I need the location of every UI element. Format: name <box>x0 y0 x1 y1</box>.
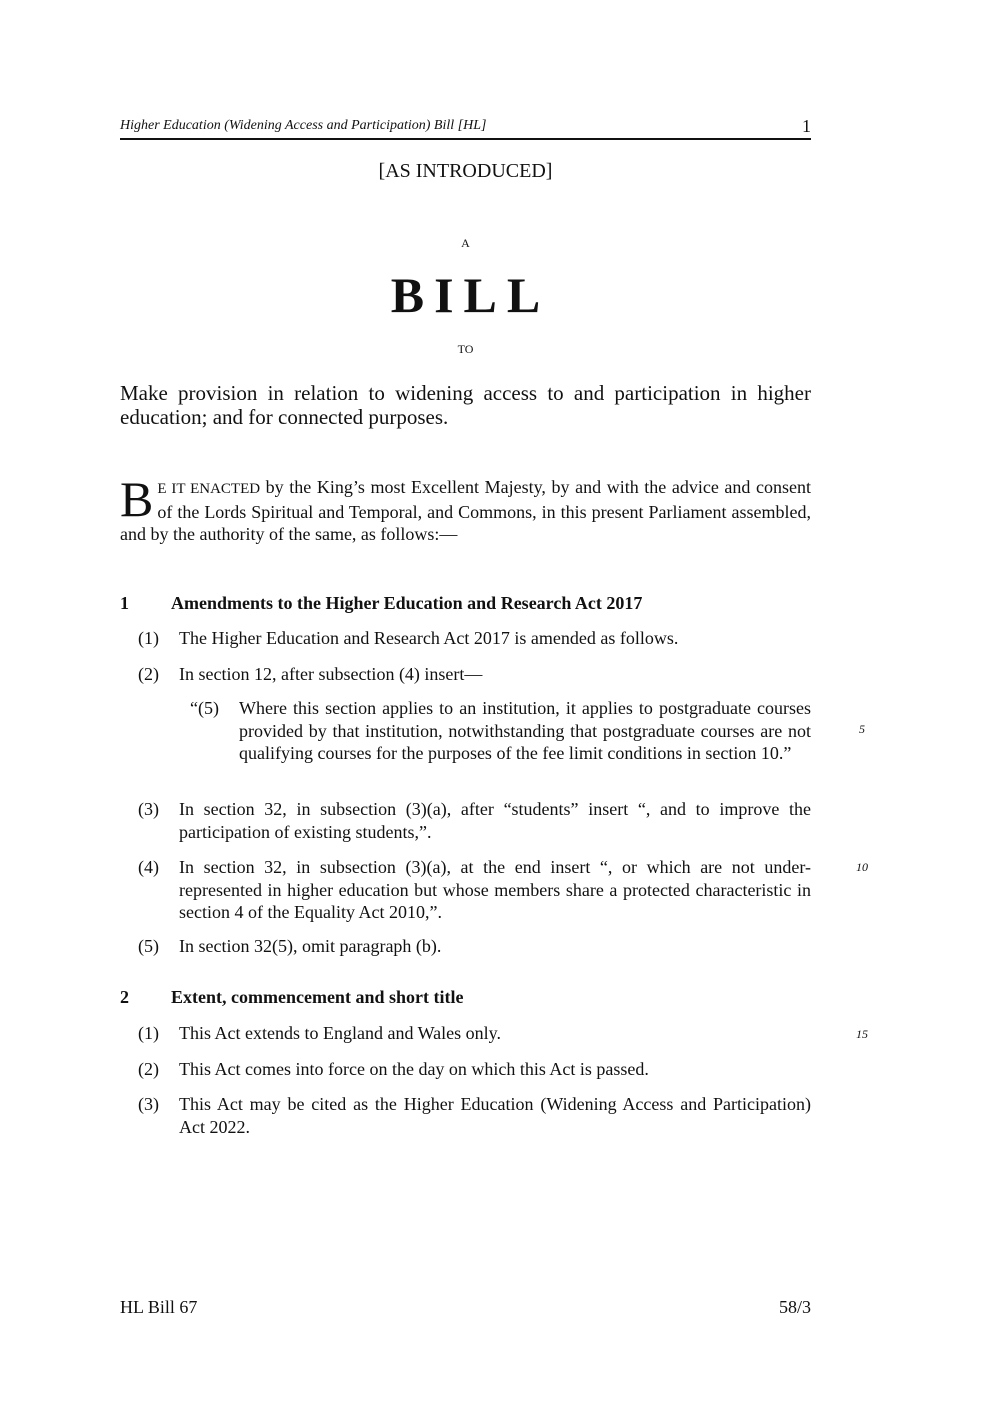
title-to: TO <box>457 342 474 356</box>
subsection-text: In section 32, in subsection (3)(a), after “students” insert “, and to improve the participation of existing students,”. <box>179 799 811 842</box>
inserted-subsection-text: Where this section applies to an institution, it applies to postgraduate courses provided by that institution, notwithstanding that postgraduate courses are not qualifying courses for the purposes of the fee limit conditions in section 10.” <box>239 698 811 763</box>
subsection-text: In section 12, after subsection (4) insert— <box>179 664 483 684</box>
bill-status: [AS INTRODUCED] <box>378 160 553 182</box>
section-2-number: 2 <box>120 987 129 1007</box>
subsection-text: This Act may be cited as the Higher Education (Widening Access and Participation) Act 2022. <box>179 1094 811 1137</box>
running-header <box>120 116 811 140</box>
subsection-number: (3) <box>138 1094 159 1114</box>
drop-cap: B <box>120 471 154 527</box>
inserted-subsection-number: “(5) <box>190 698 219 718</box>
subsection-number: (1) <box>138 628 159 648</box>
subsection-number: (5) <box>138 936 159 956</box>
page-number: 1 <box>802 116 811 136</box>
line-number: 15 <box>856 1027 868 1041</box>
subsection-number: (4) <box>138 857 159 877</box>
subsection-text: This Act comes into force on the day on which this Act is passed. <box>179 1059 649 1079</box>
title-a: A <box>461 236 470 250</box>
line-number: 5 <box>859 722 865 736</box>
line-number: 10 <box>856 860 868 874</box>
bill-number: HL Bill 67 <box>120 1297 198 1317</box>
long-title: Make provision in relation to widening access to and participation in higher education; and for connected purposes. <box>120 381 811 429</box>
enacting-text: by the King’s most Excellent Majesty, by and with the advice and consent of the Lords Spiritual and Temporal, and Commons, in this present Parliament assembled, and by the authority of the same, as follows:— <box>120 477 811 544</box>
section-2-heading: Extent, commencement and short title <box>171 987 464 1007</box>
subsection-number: (2) <box>138 1059 159 1079</box>
title-bill: BILL <box>390 267 551 323</box>
subsection-text: In section 32, in subsection (3)(a), at the end insert “, or which are not under-represented in higher education but whose members share a protected characteristic in section 4 of the Equality Act 2010,”. <box>179 857 811 922</box>
subsection-number: (2) <box>138 664 159 684</box>
print-reference: 58/3 <box>778 1297 811 1317</box>
enacting-formula <box>120 471 811 546</box>
subsection-number: (3) <box>138 799 159 819</box>
subsection-text: This Act extends to England and Wales only. <box>179 1023 501 1043</box>
subsection-number: (1) <box>138 1023 159 1043</box>
subsection-text: In section 32(5), omit paragraph (b). <box>179 936 442 956</box>
subsection-text: The Higher Education and Research Act 2017 is amended as follows. <box>179 628 679 648</box>
section-1-number: 1 <box>120 593 129 613</box>
running-title: Higher Education (Widening Access and Participation) Bill [HL] <box>120 118 487 133</box>
enacting-small-caps: E IT ENACTED <box>157 481 261 497</box>
section-1-heading: Amendments to the Higher Education and Research Act 2017 <box>171 593 643 613</box>
